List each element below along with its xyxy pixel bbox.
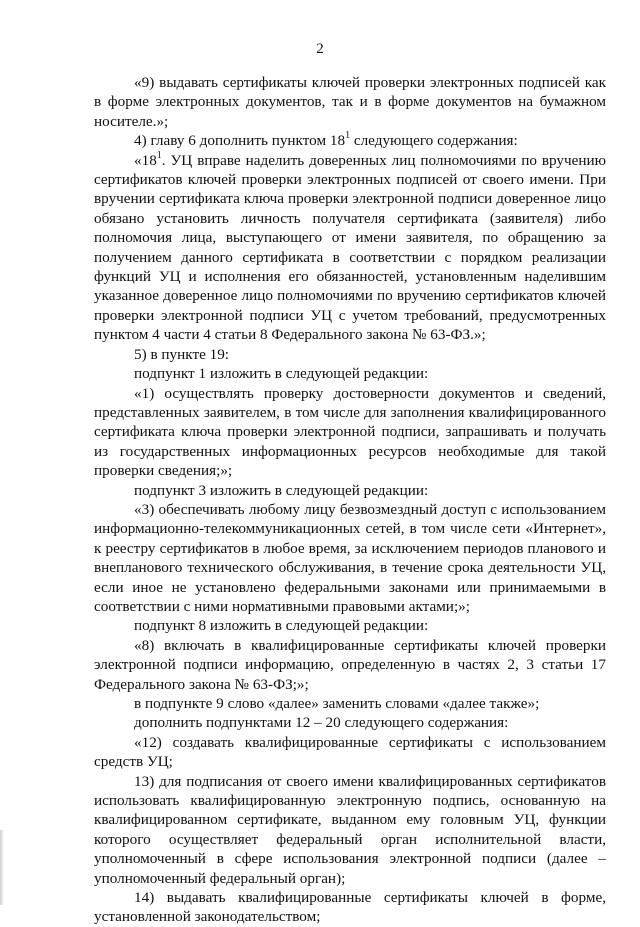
paragraph-subpoint-3-intro: подпункт 3 изложить в следующей редакции:	[134, 481, 429, 499]
paragraph-add-subpoints: дополнить подпунктами 12 – 20 следующего содержания:	[134, 714, 509, 732]
paragraph-point-4	[94, 131, 606, 150]
paragraph-subpoint-1: «1) осуществлять проверку достоверности документов и сведений, представленных заявителем, в том числе для заполнения квалифицированного сертификата ключа проверки электронной подписи, запрашивать и получать из государственных информационных ресурсов необходимые для такой проверки сведения;»;	[94, 384, 606, 480]
paragraph-point-5: 5) в пункте 19:	[134, 345, 230, 363]
page-number: 2	[316, 41, 324, 57]
paragraph-subpoint-8: «8) включать в квалифицированные сертификаты ключей проверки электронной подписи информацию, определенную в частях 2, 3 статьи 17 Федерального закона № 63-ФЗ;»;	[94, 636, 606, 693]
superscript: 1	[156, 149, 162, 161]
paragraph-item-9: «9) выдавать сертификаты ключей проверки электронных подписей как в форме электронных документов, так и в форме документов на бумажном носителе.»;	[94, 74, 606, 130]
paragraph-subpoint-14: 14) выдавать квалифицированные сертификаты ключей в форме, установленной законодательством;	[94, 889, 606, 926]
paragraph-subpoint-12: «12) создавать квалифицированные сертификаты с использованием средств УЦ;	[94, 733, 606, 771]
paragraph-subpoint-1-intro: подпункт 1 изложить в следующей редакции:	[134, 365, 429, 383]
paragraph-text: следующего содержания:	[350, 132, 518, 150]
paragraph-subpoint-8-intro: подпункт 8 изложить в следующей редакции:	[134, 617, 429, 635]
paragraph-subpoint-3: «3) обеспечивать любому лицу безвозмездный доступ с использованием информационно-телекоммуникационных сетей, в том числе сети «Интернет», к реестру сертификатов в любое время, за исключением периодов планового и внепланового технического обслуживания, в течение срока деятельности УЦ, если иное не установлено федеральными законами или принимаемыми в соответствии с ними нормативными правовыми актами;»;	[94, 500, 606, 615]
paragraph-text: «18	[134, 151, 157, 169]
paragraph-text: 4) главу 6 дополнить пунктом 18	[134, 132, 346, 150]
document-body	[94, 73, 606, 927]
paragraph-point-18-1	[94, 151, 606, 345]
paragraph-subpoint-13: 13) для подписания от своего имени квалифицированных сертификатов использовать квалифицированную электронную подпись, основанную на квалифицированном сертификате, выданном ему головным УЦ, функции которого осуществляет федеральный орган исполнительной власти, уполномоченный в сфере использования электронной подписи (далее – уполномоченный федеральный орган);	[94, 772, 606, 887]
paragraph-subpoint-9: в подпункте 9 слово «далее» заменить словами «далее также»;	[134, 695, 540, 712]
paragraph-text: . УЦ вправе наделить доверенных лиц полномочиями по вручению сертификатов ключей проверки электронных подписей от своего имени. При вручении сертификата ключа проверки электронной подписи доверенное лицо обязано установить личность получателя сертификата (заявителя) либо полномочия лица, выступающего от имени заявителя, по обращению за получением данного сертификата в соответствии с порядком реализации функций УЦ и исполнения его обязанностей, установленным наделившим указанное доверенное лицо полномочиями по вручению сертификатов ключей проверки электронной подписи УЦ с учетом требований, предусмотренных пунктом 4 части 4 статьи 8 Федерального закона № 63-ФЗ.»;	[94, 151, 606, 344]
scan-edge-shadow	[0, 830, 4, 905]
superscript: 1	[345, 130, 351, 142]
